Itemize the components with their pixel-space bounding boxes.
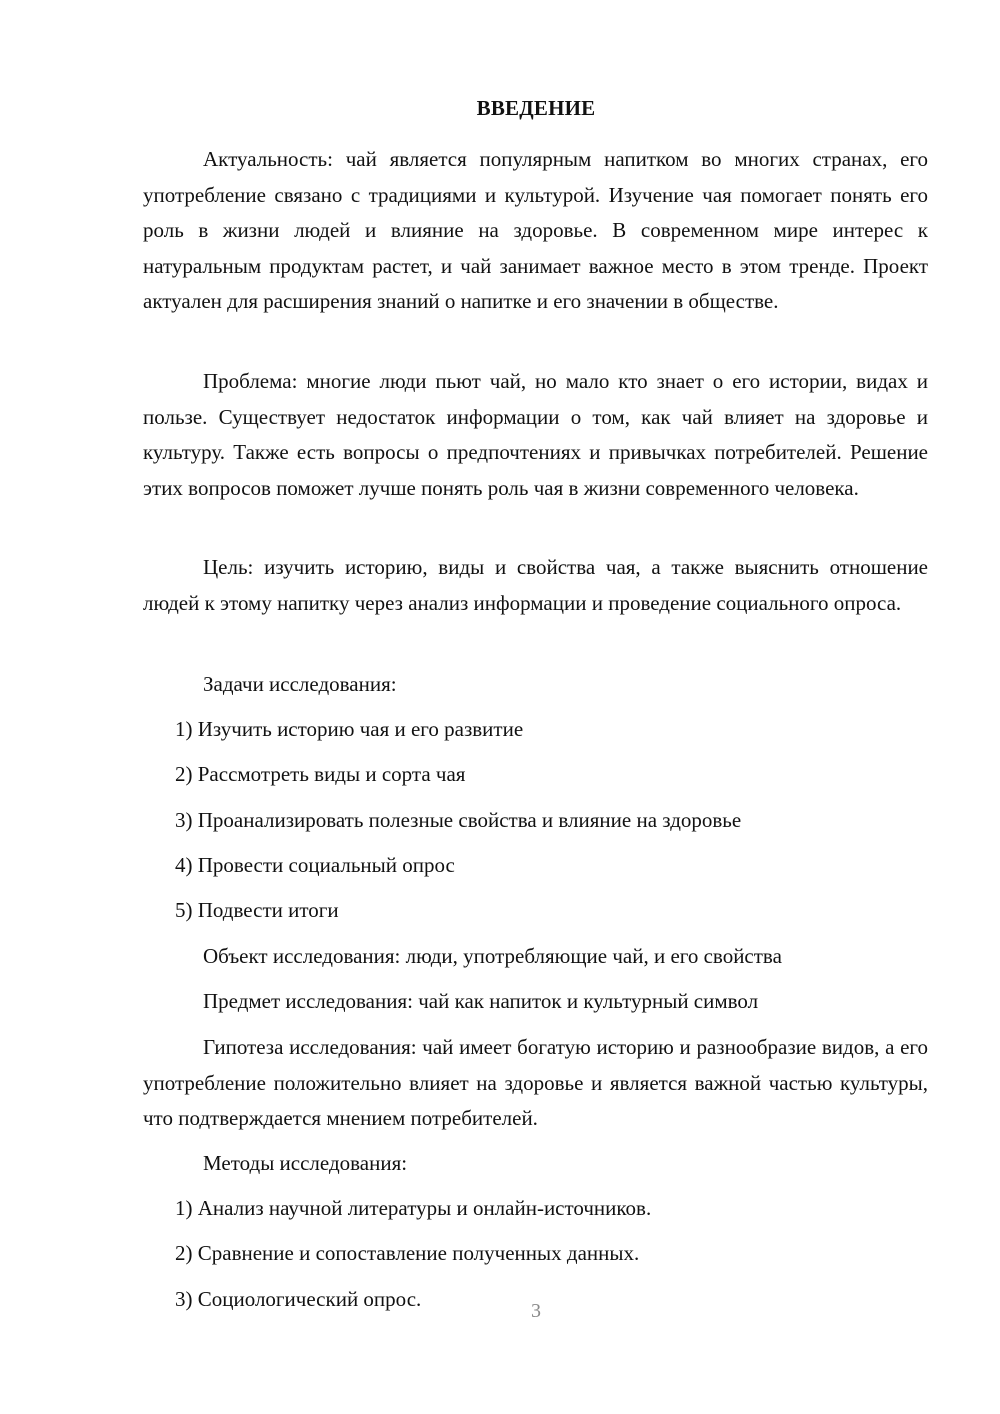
hypothesis-paragraph [143,1030,928,1137]
method-item: 2) Сравнение и сопоставление полученных данных. [175,1241,640,1265]
problem-paragraph [143,364,928,506]
goal-text: Цель: изучить историю, виды и свойства чая, а также выяснить отношение людей к этому напитку через анализ информации и проведение социального опроса. [143,555,928,615]
research-object: Объект исследования: люди, употребляющие чай, и его свойства [203,944,782,968]
task-item: 3) Проанализировать полезные свойства и влияние на здоровье [175,808,742,832]
tasks-heading: Задачи исследования: [203,672,397,696]
task-item: 4) Провести социальный опрос [175,853,455,877]
method-item: 1) Анализ научной литературы и онлайн-источников. [175,1196,652,1220]
task-item: 1) Изучить историю чая и его развитие [175,717,524,741]
problem-text: Проблема: многие люди пьют чай, но мало кто знает о его истории, видах и пользе. Существует недостаток информации о том, как чай влияет на здоровье и культуру. Также есть вопросы о предпочтениях и привычках потребителей. Решение этих вопросов поможет лучше понять роль чая в жизни современного человека. [143,369,928,500]
goal-paragraph [143,550,928,621]
method-item: 3) Социологический опрос. [175,1287,422,1311]
task-item: 5) Подвести итоги [175,898,339,922]
relevance-paragraph [143,142,928,320]
hypothesis-text: Гипотеза исследования: чай имеет богатую историю и разнообразие видов, а его употребление положительно влияет на здоровье и является важной частью культуры, что подтверждается мнением потребителей. [143,1035,928,1130]
methods-heading: Методы исследования: [203,1151,408,1175]
relevance-text: Актуальность: чай является популярным напитком во многих странах, его употребление связано с традициями и культурой. Изучение чая помогает понять его роль в жизни людей и влияние на здоровье. В современном мире интерес к натуральным продуктам растет, и чай занимает важное место в этом тренде. Проект актуален для расширения знаний о напитке и его значении в обществе. [143,147,928,313]
section-title: ВВЕДЕНИЕ [476,96,596,120]
task-item: 2) Рассмотреть виды и сорта чая [175,762,466,786]
page-number: 3 [531,1300,541,1322]
research-subject: Предмет исследования: чай как напиток и культурный символ [203,989,759,1013]
